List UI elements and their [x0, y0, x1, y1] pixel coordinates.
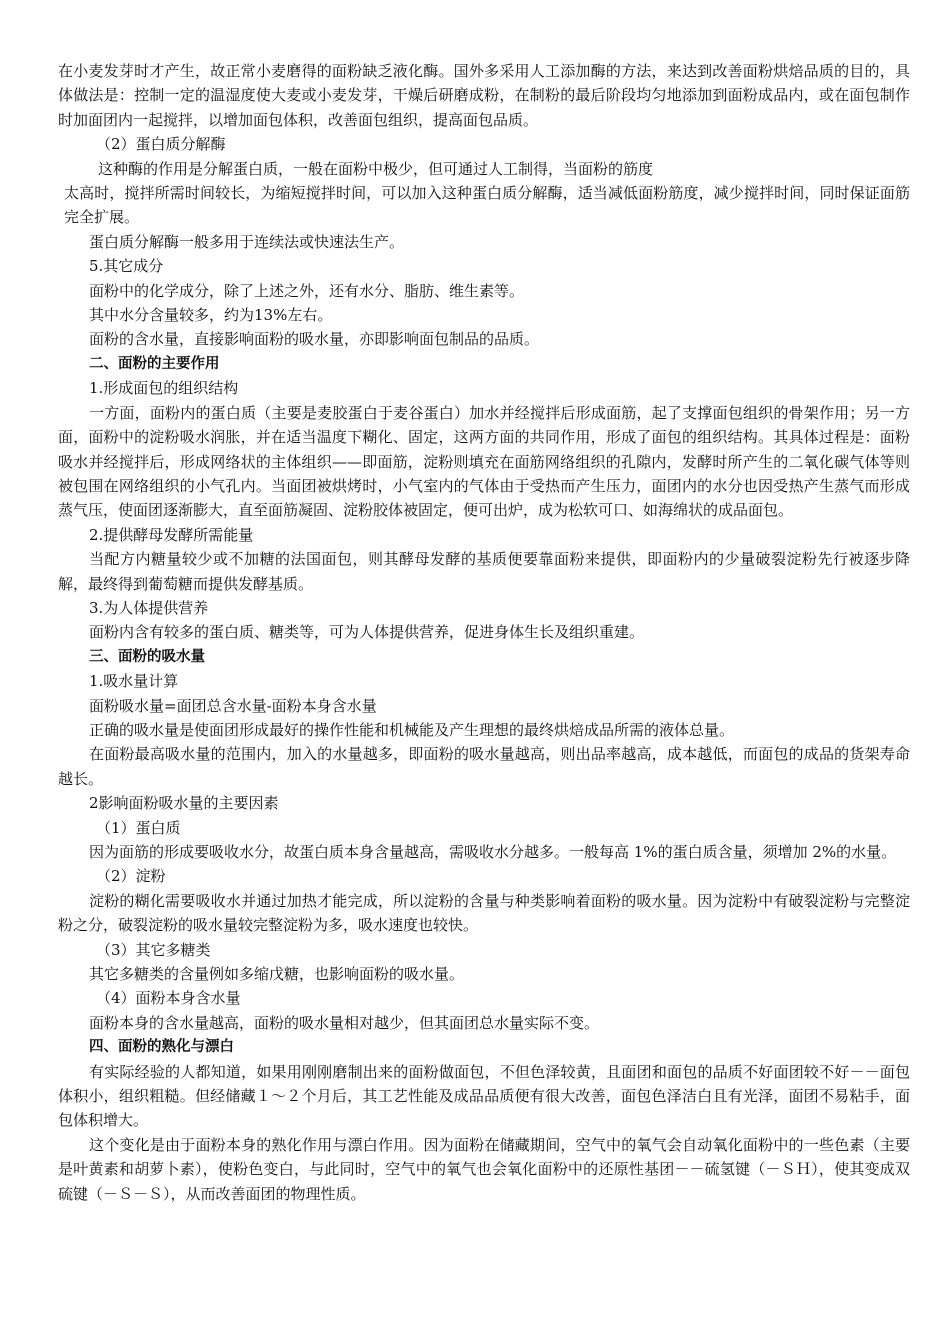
paragraph-flour-moisture: 面粉本身的含水量越高，面粉的吸水量相对越少，但其面团总水量实际不变。: [89, 1013, 600, 1032]
subheading-absorption-factors: 2影响面粉吸水量的主要因素: [89, 794, 279, 813]
subheading-nutrition: 3.为人体提供营养: [89, 598, 209, 617]
subheading-flour-moisture: （4）面粉本身含水量: [96, 989, 241, 1008]
paragraph-moisture: 其中水分含量较多，约为13%左右。: [89, 306, 333, 325]
subheading-yeast-energy: 2.提供酵母发酵所需能量: [89, 525, 254, 544]
paragraph-chemical-components: 面粉中的化学成分，除了上述之外，还有水分、脂肪、维生素等。: [89, 281, 525, 300]
subheading-protease: （2）蛋白质分解酶: [96, 135, 226, 154]
subheading-other-components: 5.其它成分: [89, 257, 164, 276]
paragraph-polysaccharides: 其它多糖类的含量例如多缩戊糖，也影响面粉的吸水量。: [89, 965, 465, 984]
paragraph-absorption-formula: 面粉吸水量=面团总含水量-面粉本身含水量: [89, 696, 377, 715]
paragraph-starch: 淀粉的糊化需要吸收水并通过加热才能完成，所以淀粉的含量与种类影响着面粉的吸水量。因为淀粉中有破裂淀粉与完整淀粉之分，破裂淀粉的吸水量较完整淀粉为多，吸水速度也较快。: [58, 891, 910, 935]
paragraph-enzyme-intro: 在小麦发芽时才产生，故正常小麦磨得的面粉缺乏液化酶。国外多采用人工添加酶的方法，来达到改善面粉烘焙品质的目的，具体做法是：控制一定的温湿度使大麦或小麦发芽，干燥后研磨成粉，在制粉的最后阶段均匀地添加到面粉成品内，或在面包制作时加面团内一起搅拌，以增加面包体积，改善面包组织，提高面包品质。: [58, 62, 910, 129]
subheading-protein: （1）蛋白质: [96, 818, 181, 837]
paragraph-nutrition: 面粉内含有较多的蛋白质、糖类等，可为人体提供营养，促进身体生长及组织重建。: [89, 623, 645, 642]
paragraph-oxidation: 这个变化是由于面粉本身的熟化作用与漂白作用。因为面粉在储藏期间，空气中的氧气会自动氧化面粉中的一些色素（主要是叶黄素和胡萝卜素），使粉色变白，与此同时，空气中的氧气也会氧化面粉中的还原性基团－－硫氢键（－ＳＨ），使其变成双硫键（－Ｓ－Ｓ），从而改善面团的物理性质。: [58, 1135, 910, 1203]
paragraph-max-absorption: 在面粉最高吸水量的范围内，加入的水量越多，即面粉的吸水量越高，则出品率越高，成本越低，而面包的成品的货架寿命越长。: [58, 745, 910, 788]
subheading-structure: 1.形成面包的组织结构: [89, 379, 239, 398]
subheading-starch: （2）淀粉: [96, 867, 166, 886]
section-heading-water-absorption: 三、面粉的吸水量: [89, 648, 205, 665]
paragraph-structure: 一方面，面粉内的蛋白质（主要是麦胶蛋白于麦谷蛋白）加水并经搅拌后形成面筋，起了支撑面包组织的骨架作用；另一方面，面粉中的淀粉吸水润胀，并在适当温度下糊化、固定，这两方面的共同作用，形成了面包的组织结构。其具体过程是：面粉吸水并经搅拌后，形成网络状的主体组织——即面筋，淀粉则填充在面筋网络组织的孔隙内，发酵时所产生的二氧化碳气体等则被包围在网络组织的小气孔内。当面团被烘烤时，小气室内的气体由于受热而产生压力，面团内的水分也因受热产生蒸气而形成蒸气压，使面团逐渐膨大，直至面筋凝固、淀粉胶体被固定，便可出炉，成为松软可口、如海绵状的成品面包。: [58, 403, 910, 520]
paragraph-moisture-effect: 面粉的含水量，直接影响面粉的吸水量，亦即影响面包制品的品质。: [89, 330, 540, 349]
section-heading-maturing-bleaching: 四、面粉的熟化与漂白: [89, 1039, 234, 1056]
paragraph-correct-absorption: 正确的吸水量是使面团形成最好的操作性能和机械能及产生理想的最终烘焙成品所需的液体总量。: [89, 720, 735, 739]
subheading-polysaccharides: （3）其它多糖类: [96, 940, 211, 959]
paragraph-protease-usage: 蛋白质分解酶一般多用于连续法或快速法生产。: [89, 232, 405, 251]
subheading-absorption-calc: 1.吸水量计算: [89, 672, 179, 691]
section-heading-main-role: 二、面粉的主要作用: [89, 355, 220, 372]
paragraph-protease-line1: 这种酶的作用是分解蛋白质，一般在面粉中极少，但可通过人工制得，当面粉的筋度: [98, 159, 654, 178]
paragraph-protease-cont: 太高时，搅拌所需时间较长，为缩短搅拌时间，可以加入这种蛋白质分解酶，适当减低面粉筋度，减少搅拌时间，同时保证面筋完全扩展。: [64, 184, 910, 227]
paragraph-fresh-flour: 有实际经验的人都知道，如果用刚刚磨制出来的面粉做面包，不但色泽较黄，且面团和面包的品质不好面团较不好－－面包体积小，组织粗糙。但经储藏１～２个月后，其工艺性能及成品品质便有很大改善，面包色泽洁白且有光泽，面团不易粘手，面包体积增大。: [58, 1062, 910, 1130]
paragraph-protein: 因为面筋的形成要吸收水分，故蛋白质本身含量越高，需吸收水分越多。一般每高 1%的蛋白质含量，须增加 2%的水量。: [89, 843, 897, 861]
paragraph-yeast-energy: 当配方内糖量较少或不加糖的法国面包，则其酵母发酵的基质便要靠面粉来提供，即面粉内的少量破裂淀粉先行被逐步降解，最终得到葡萄糖而提供发酵基质。: [58, 550, 910, 593]
